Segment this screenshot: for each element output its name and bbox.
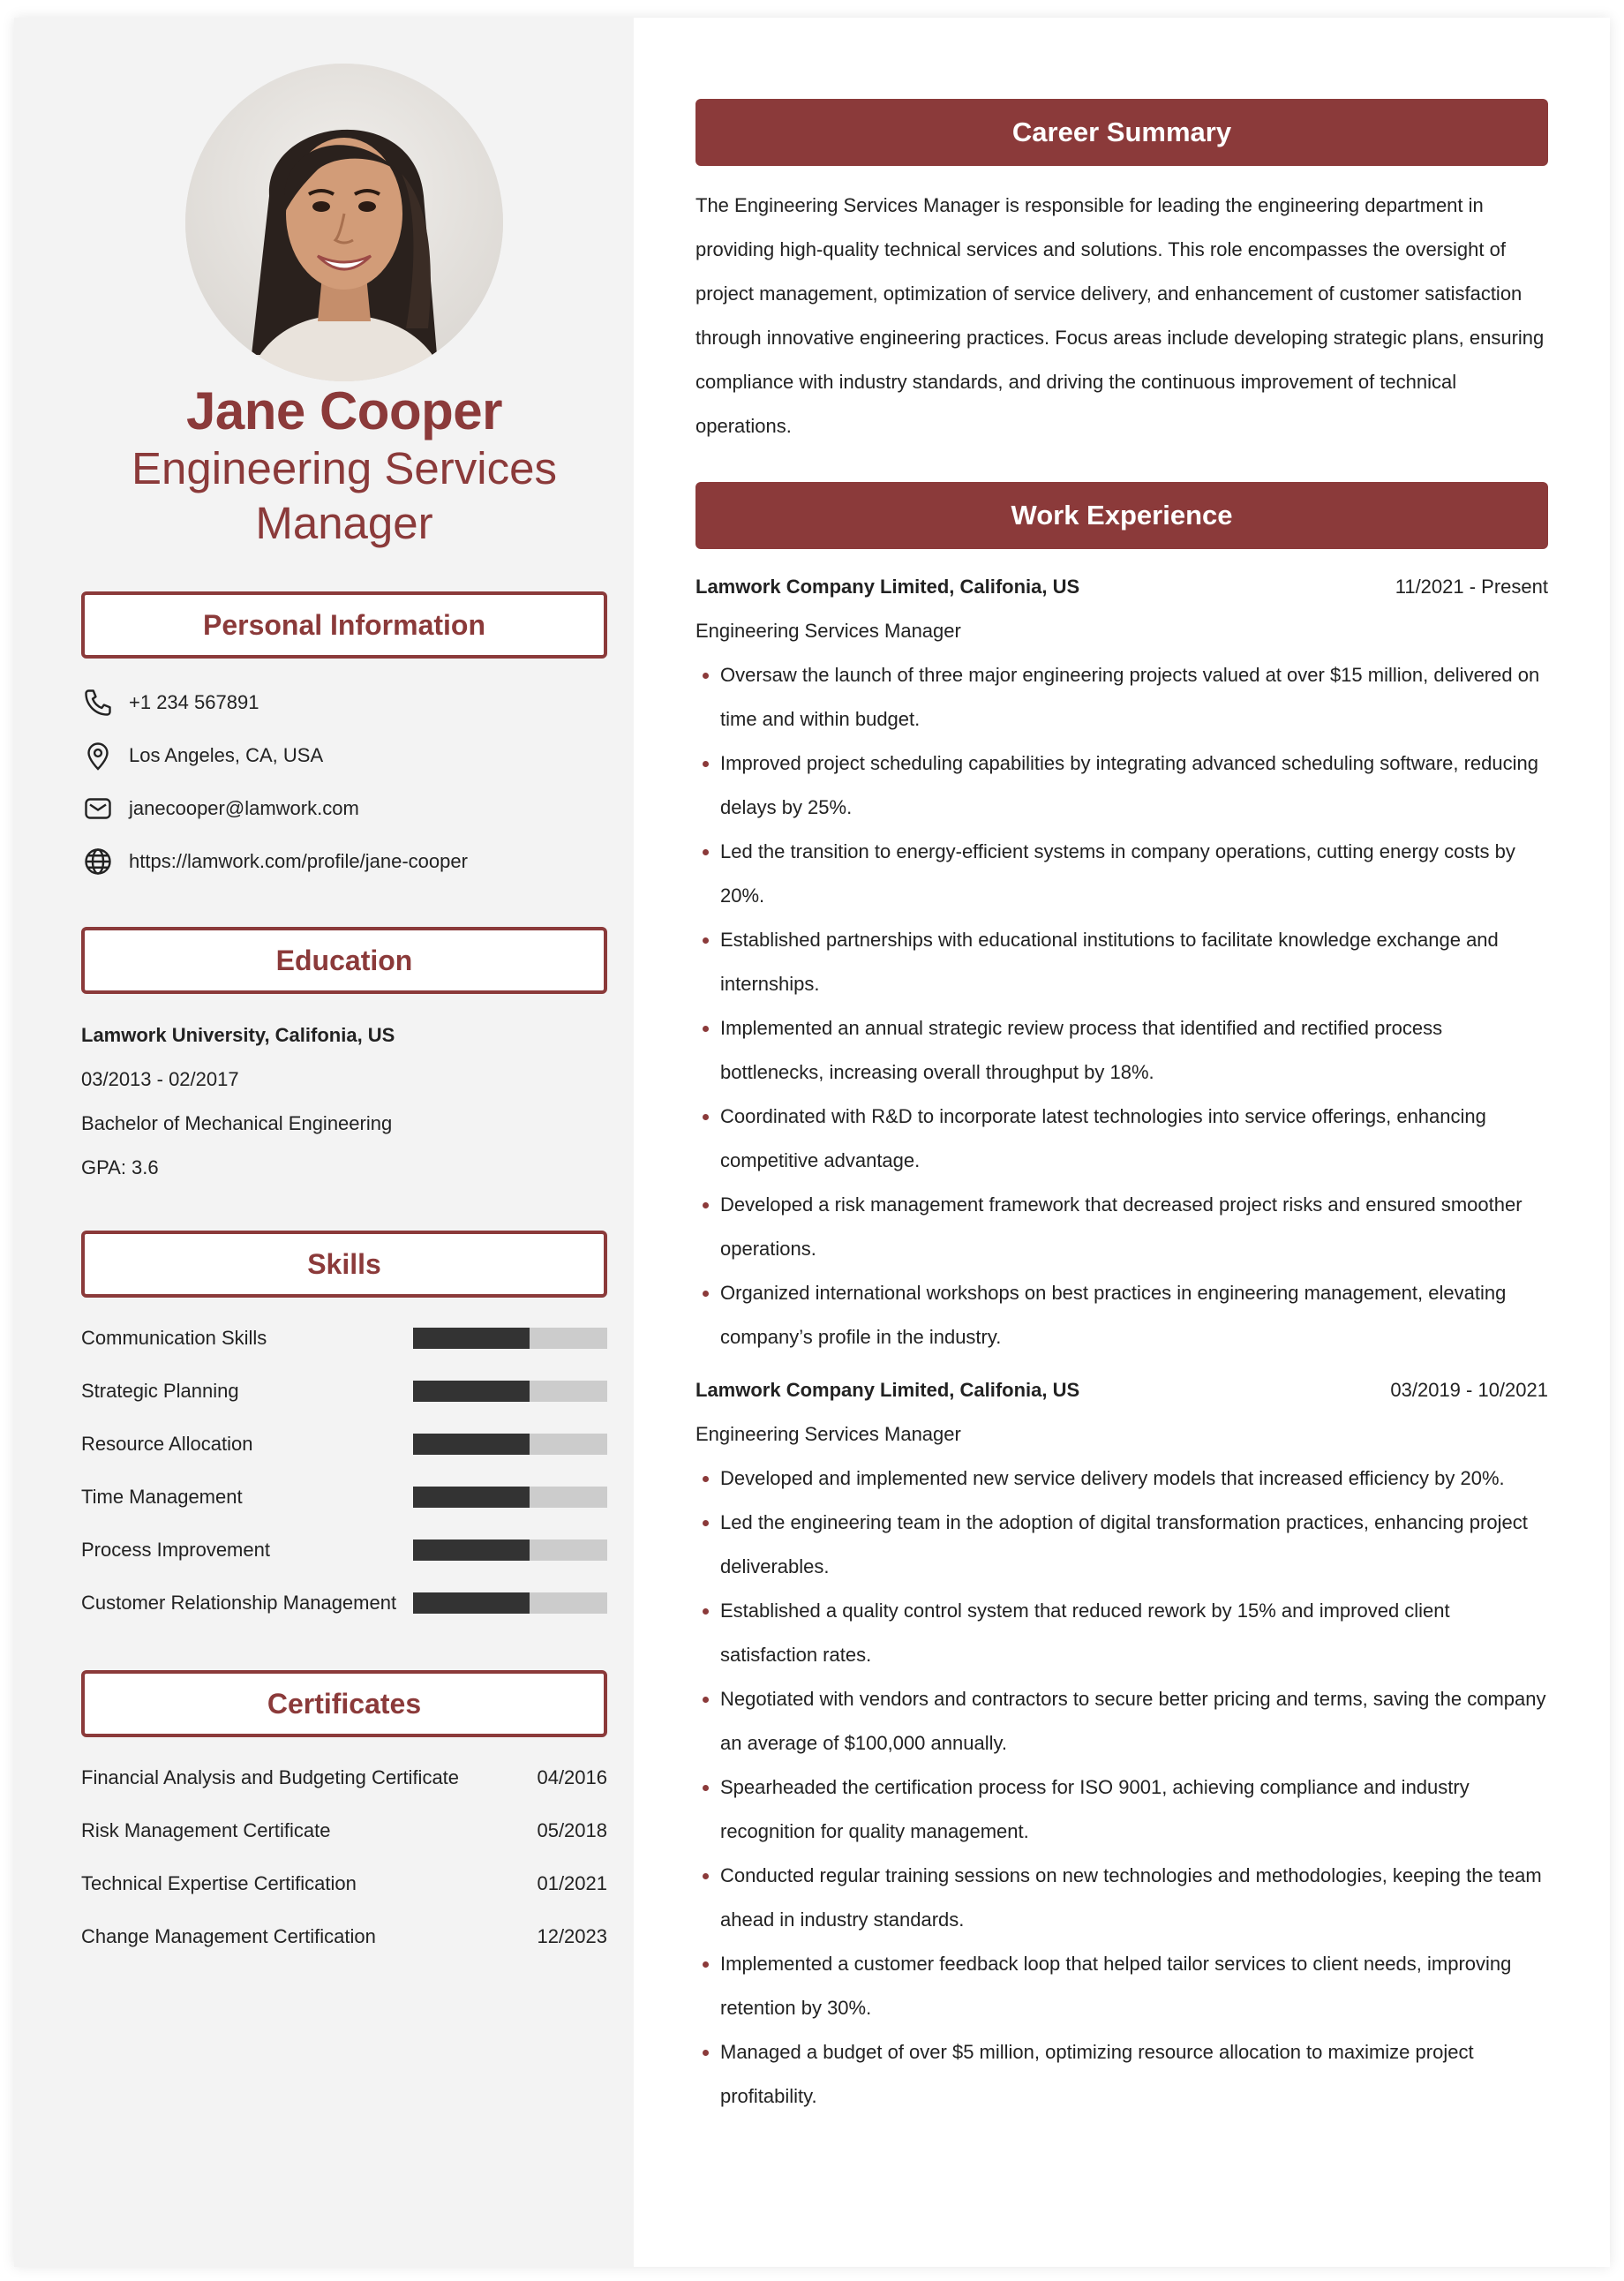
email-text[interactable]: janecooper@lamwork.com <box>129 797 359 819</box>
work-experience-heading: Work Experience <box>695 482 1548 549</box>
skills-section <box>81 1231 607 1630</box>
achievement-item: Managed a budget of over $5 million, optimizing resource allocation to maximize project profitability. <box>695 2030 1548 2119</box>
skill-row <box>81 1312 607 1365</box>
job-header <box>695 565 1548 609</box>
globe-icon <box>81 845 115 878</box>
education-heading: Education <box>81 927 607 994</box>
skill-name: Strategic Planning <box>81 1380 239 1402</box>
certificates-list <box>81 1751 607 1963</box>
skill-name: Resource Allocation <box>81 1433 253 1455</box>
skills-heading: Skills <box>81 1231 607 1298</box>
skill-level-bar <box>413 1328 607 1349</box>
contact-website <box>81 835 607 888</box>
job-header <box>695 1368 1548 1412</box>
job-title: Engineering Services Manager <box>695 620 961 642</box>
job-entry <box>695 565 1548 1359</box>
phone-icon <box>81 686 115 719</box>
certificate-row <box>81 1751 607 1804</box>
contact-phone <box>81 676 607 729</box>
certificate-date: 05/2018 <box>537 1819 607 1841</box>
skill-name: Process Improvement <box>81 1539 270 1561</box>
achievement-item: Established partnerships with educational institutions to facilitate knowledge exchange and internships. <box>695 918 1548 1006</box>
certificates-section <box>81 1670 607 1963</box>
education-school: Lamwork University, Califonia, US <box>81 1024 395 1046</box>
skill-row <box>81 1577 607 1630</box>
certificate-name: Technical Expertise Certification <box>81 1872 357 1894</box>
candidate-title: Engineering Services Manager <box>132 443 557 548</box>
achievement-item: Implemented an annual strategic review process that identified and rectified process bottlenecks, increasing overall throughput by 18%. <box>695 1006 1548 1095</box>
skill-name: Customer Relationship Management <box>81 1592 397 1614</box>
skill-level-fill <box>413 1592 530 1614</box>
skills-list <box>81 1312 607 1630</box>
achievement-item: Implemented a customer feedback loop that helped tailor services to client needs, improving retention by 30%. <box>695 1942 1548 2030</box>
skill-level-bar <box>413 1487 607 1508</box>
certificate-row <box>81 1804 607 1857</box>
personal-information-heading: Personal Information <box>81 591 607 659</box>
achievement-item: Developed a risk management framework that decreased project risks and ensured smoother operations. <box>695 1183 1548 1271</box>
website-link[interactable]: https://lamwork.com/profile/jane-cooper <box>129 850 468 872</box>
achievement-item: Improved project scheduling capabilities by integrating advanced scheduling software, reducing delays by 25%. <box>695 742 1548 830</box>
work-experience-section <box>695 482 1548 2119</box>
job-entry <box>695 1368 1548 2119</box>
education-section <box>81 927 607 1190</box>
job-dates: 03/2019 - 10/2021 <box>1390 1379 1548 1401</box>
candidate-name: Jane Cooper <box>186 381 502 440</box>
location-text: Los Angeles, CA, USA <box>129 744 324 766</box>
achievement-item: Spearheaded the certification process for ISO 9001, achieving compliance and industry recognition for quality management. <box>695 1765 1548 1854</box>
career-summary-heading: Career Summary <box>695 99 1548 166</box>
achievement-item: Developed and implemented new service delivery models that increased efficiency by 20%. <box>695 1457 1548 1501</box>
job-title: Engineering Services Manager <box>695 1423 961 1445</box>
certificate-name: Risk Management Certificate <box>81 1819 331 1841</box>
skill-level-bar <box>413 1539 607 1561</box>
skill-row <box>81 1418 607 1471</box>
skill-level-fill <box>413 1381 530 1402</box>
phone-text: +1 234 567891 <box>129 691 259 713</box>
job-achievements <box>695 1457 1548 2119</box>
skill-name: Communication Skills <box>81 1327 267 1349</box>
achievement-item: Negotiated with vendors and contractors to secure better pricing and terms, saving the company an average of $100,000 annually. <box>695 1677 1548 1765</box>
personal-information-section <box>81 591 607 888</box>
certificate-name: Change Management Certification <box>81 1925 376 1947</box>
skill-level-fill <box>413 1539 530 1561</box>
certificate-date: 12/2023 <box>537 1925 607 1947</box>
job-company: Lamwork Company Limited, Califonia, US <box>695 1379 1080 1401</box>
portrait-image <box>185 64 503 381</box>
achievement-item: Coordinated with R&D to incorporate latest technologies into service offerings, enhancing competitive advantage. <box>695 1095 1548 1183</box>
skill-level-fill <box>413 1328 530 1349</box>
skill-level-fill <box>413 1487 530 1508</box>
skill-level-bar <box>413 1434 607 1455</box>
education-dates: 03/2013 - 02/2017 <box>81 1068 239 1090</box>
achievement-item: Conducted regular training sessions on new technologies and methodologies, keeping the team ahead in industry standards. <box>695 1854 1548 1942</box>
education-degree: Bachelor of Mechanical Engineering <box>81 1112 393 1134</box>
certificate-date: 01/2021 <box>537 1872 607 1894</box>
job-dates: 11/2021 - Present <box>1395 576 1548 598</box>
skill-row <box>81 1471 607 1524</box>
achievement-item: Oversaw the launch of three major engineering projects valued at over $15 million, delivered on time and within budget. <box>695 653 1548 742</box>
achievement-item: Led the transition to energy-efficient systems in company operations, cutting energy costs by 20%. <box>695 830 1548 918</box>
achievement-item: Led the engineering team in the adoption of digital transformation practices, enhancing project deliverables. <box>695 1501 1548 1589</box>
job-company: Lamwork Company Limited, Califonia, US <box>695 576 1080 598</box>
education-gpa: GPA: 3.6 <box>81 1156 159 1178</box>
resume-page <box>14 18 1610 2267</box>
jobs-list <box>695 565 1548 2119</box>
certificate-date: 04/2016 <box>537 1766 607 1788</box>
certificates-heading: Certificates <box>81 1670 607 1737</box>
skill-name: Time Management <box>81 1486 243 1508</box>
location-pin-icon <box>81 739 115 772</box>
contact-location <box>81 729 607 782</box>
job-achievements <box>695 653 1548 1359</box>
achievement-item: Established a quality control system that reduced rework by 15% and improved client satisfaction rates. <box>695 1589 1548 1677</box>
contact-email <box>81 782 607 835</box>
skill-level-bar <box>413 1381 607 1402</box>
certificate-row <box>81 1857 607 1910</box>
skill-row <box>81 1524 607 1577</box>
main-content <box>634 18 1610 2267</box>
skill-level-fill <box>413 1434 530 1455</box>
certificate-name: Financial Analysis and Budgeting Certificate <box>81 1766 460 1788</box>
profile-photo <box>185 64 503 381</box>
skill-row <box>81 1365 607 1418</box>
certificate-row <box>81 1910 607 1963</box>
sidebar <box>14 18 634 2267</box>
career-summary-text: The Engineering Services Manager is responsible for leading the engineering department in providing high-quality technical services and solutions. This role encompasses the oversight of project management, optimization of service delivery, and enhancement of customer satisfaction through innovative engineering practices. Focus areas include developing strategic plans, ensuring compliance with industry standards, and driving the continuous improvement of technical operations. <box>695 194 1545 437</box>
achievement-item: Organized international workshops on best practices in engineering management, elevating company’s profile in the industry. <box>695 1271 1548 1359</box>
skill-level-bar <box>413 1592 607 1614</box>
envelope-icon <box>81 792 115 825</box>
